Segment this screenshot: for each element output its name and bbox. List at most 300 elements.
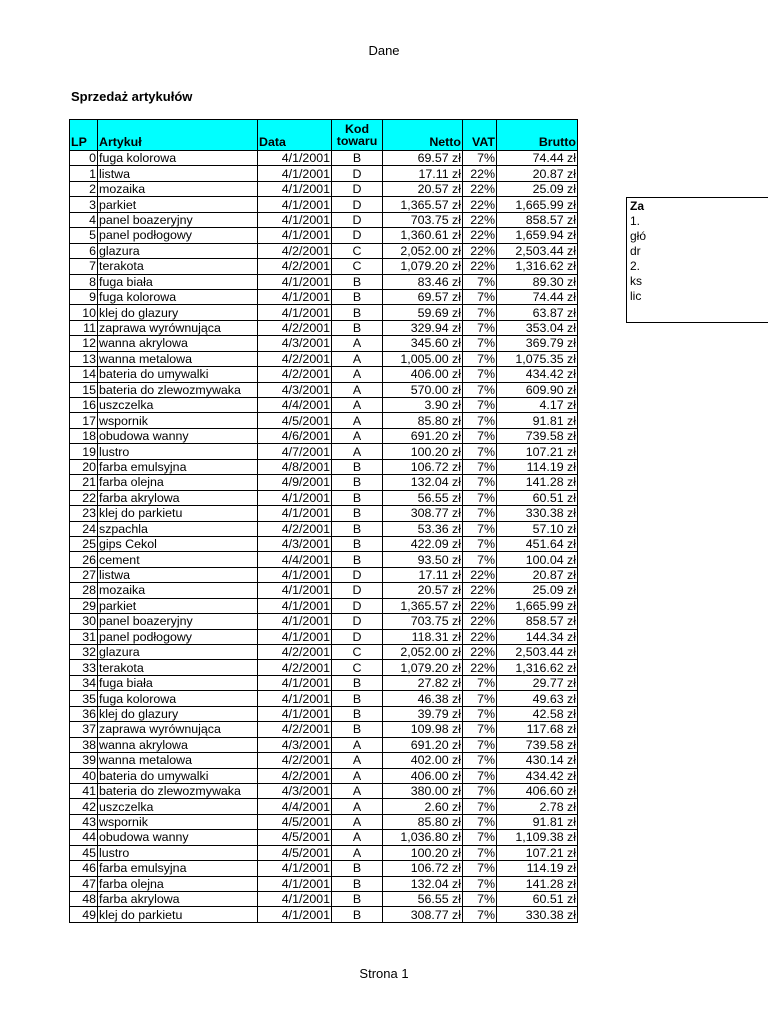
cell-lp[interactable]: 25 bbox=[70, 536, 98, 551]
cell-article[interactable]: uszczelka bbox=[98, 398, 258, 413]
cell-article[interactable]: klej do glazury bbox=[98, 706, 258, 721]
cell-article[interactable]: fuga kolorowa bbox=[98, 289, 258, 304]
cell-lp[interactable]: 38 bbox=[70, 737, 98, 752]
cell-vat[interactable]: 7% bbox=[463, 351, 497, 366]
cell-lp[interactable]: 37 bbox=[70, 722, 98, 737]
cell-article[interactable]: farba olejna bbox=[98, 475, 258, 490]
cell-code[interactable]: D bbox=[332, 228, 383, 243]
cell-gross[interactable]: 114.19 zł bbox=[497, 861, 578, 876]
cell-code[interactable]: B bbox=[332, 722, 383, 737]
cell-net[interactable]: 2.60 zł bbox=[383, 799, 463, 814]
cell-gross[interactable]: 739.58 zł bbox=[497, 737, 578, 752]
cell-article[interactable]: glazura bbox=[98, 243, 258, 258]
cell-article[interactable]: parkiet bbox=[98, 197, 258, 212]
cell-net[interactable]: 703.75 zł bbox=[383, 614, 463, 629]
cell-net[interactable]: 1,360.61 zł bbox=[383, 228, 463, 243]
cell-code[interactable]: C bbox=[332, 645, 383, 660]
cell-lp[interactable]: 23 bbox=[70, 506, 98, 521]
cell-date[interactable]: 4/4/2001 bbox=[258, 799, 332, 814]
cell-lp[interactable]: 43 bbox=[70, 814, 98, 829]
cell-code[interactable]: A bbox=[332, 799, 383, 814]
cell-vat[interactable]: 7% bbox=[463, 398, 497, 413]
cell-net[interactable]: 85.80 zł bbox=[383, 413, 463, 428]
cell-gross[interactable]: 434.42 zł bbox=[497, 768, 578, 783]
cell-date[interactable]: 4/3/2001 bbox=[258, 783, 332, 798]
cell-code[interactable]: A bbox=[332, 413, 383, 428]
cell-vat[interactable]: 7% bbox=[463, 907, 497, 922]
cell-net[interactable]: 1,005.00 zł bbox=[383, 351, 463, 366]
cell-date[interactable]: 4/2/2001 bbox=[258, 259, 332, 274]
cell-lp[interactable]: 45 bbox=[70, 845, 98, 860]
cell-code[interactable]: B bbox=[332, 289, 383, 304]
cell-date[interactable]: 4/2/2001 bbox=[258, 320, 332, 335]
cell-gross[interactable]: 858.57 zł bbox=[497, 614, 578, 629]
column-header-lp[interactable]: LP bbox=[70, 120, 98, 151]
cell-lp[interactable]: 24 bbox=[70, 521, 98, 536]
column-header-net[interactable]: Netto bbox=[383, 120, 463, 151]
cell-vat[interactable]: 22% bbox=[463, 598, 497, 613]
cell-net[interactable]: 100.20 zł bbox=[383, 444, 463, 459]
cell-lp[interactable]: 28 bbox=[70, 583, 98, 598]
cell-gross[interactable]: 20.87 zł bbox=[497, 567, 578, 582]
cell-date[interactable]: 4/1/2001 bbox=[258, 166, 332, 181]
column-header-article[interactable]: Artykuł bbox=[98, 120, 258, 151]
cell-net[interactable]: 406.00 zł bbox=[383, 768, 463, 783]
cell-article[interactable]: farba akrylowa bbox=[98, 490, 258, 505]
cell-gross[interactable]: 57.10 zł bbox=[497, 521, 578, 536]
cell-article[interactable]: bateria do zlewozmywaka bbox=[98, 382, 258, 397]
cell-code[interactable]: B bbox=[332, 876, 383, 891]
cell-gross[interactable]: 91.81 zł bbox=[497, 413, 578, 428]
cell-date[interactable]: 4/1/2001 bbox=[258, 305, 332, 320]
cell-date[interactable]: 4/1/2001 bbox=[258, 861, 332, 876]
cell-lp[interactable]: 0 bbox=[70, 151, 98, 166]
cell-net[interactable]: 132.04 zł bbox=[383, 475, 463, 490]
cell-gross[interactable]: 25.09 zł bbox=[497, 583, 578, 598]
cell-net[interactable]: 345.60 zł bbox=[383, 336, 463, 351]
cell-net[interactable]: 59.69 zł bbox=[383, 305, 463, 320]
cell-net[interactable]: 2,052.00 zł bbox=[383, 645, 463, 660]
cell-code[interactable]: B bbox=[332, 459, 383, 474]
cell-lp[interactable]: 20 bbox=[70, 459, 98, 474]
cell-vat[interactable]: 7% bbox=[463, 706, 497, 721]
cell-vat[interactable]: 7% bbox=[463, 892, 497, 907]
cell-code[interactable]: B bbox=[332, 675, 383, 690]
cell-net[interactable]: 402.00 zł bbox=[383, 753, 463, 768]
cell-lp[interactable]: 18 bbox=[70, 428, 98, 443]
cell-code[interactable]: D bbox=[332, 614, 383, 629]
cell-gross[interactable]: 49.63 zł bbox=[497, 691, 578, 706]
cell-date[interactable]: 4/1/2001 bbox=[258, 151, 332, 166]
cell-article[interactable]: wspornik bbox=[98, 413, 258, 428]
cell-gross[interactable]: 1,316.62 zł bbox=[497, 660, 578, 675]
cell-date[interactable]: 4/2/2001 bbox=[258, 753, 332, 768]
cell-code[interactable]: A bbox=[332, 737, 383, 752]
column-header-code[interactable] bbox=[332, 120, 383, 151]
cell-code[interactable]: B bbox=[332, 475, 383, 490]
cell-vat[interactable]: 7% bbox=[463, 737, 497, 752]
cell-gross[interactable]: 2.78 zł bbox=[497, 799, 578, 814]
cell-article[interactable]: farba olejna bbox=[98, 876, 258, 891]
cell-gross[interactable]: 4.17 zł bbox=[497, 398, 578, 413]
cell-gross[interactable]: 406.60 zł bbox=[497, 783, 578, 798]
cell-vat[interactable]: 7% bbox=[463, 814, 497, 829]
cell-lp[interactable]: 21 bbox=[70, 475, 98, 490]
cell-lp[interactable]: 47 bbox=[70, 876, 98, 891]
cell-lp[interactable]: 4 bbox=[70, 212, 98, 227]
cell-vat[interactable]: 22% bbox=[463, 645, 497, 660]
cell-date[interactable]: 4/1/2001 bbox=[258, 907, 332, 922]
cell-net[interactable]: 39.79 zł bbox=[383, 706, 463, 721]
cell-gross[interactable]: 74.44 zł bbox=[497, 151, 578, 166]
cell-gross[interactable]: 1,665.99 zł bbox=[497, 598, 578, 613]
cell-net[interactable]: 3.90 zł bbox=[383, 398, 463, 413]
cell-lp[interactable]: 40 bbox=[70, 768, 98, 783]
cell-date[interactable]: 4/2/2001 bbox=[258, 768, 332, 783]
cell-gross[interactable]: 1,316.62 zł bbox=[497, 259, 578, 274]
cell-net[interactable]: 1,079.20 zł bbox=[383, 259, 463, 274]
cell-vat[interactable]: 7% bbox=[463, 521, 497, 536]
cell-code[interactable]: A bbox=[332, 768, 383, 783]
cell-lp[interactable]: 7 bbox=[70, 259, 98, 274]
cell-vat[interactable]: 22% bbox=[463, 629, 497, 644]
cell-date[interactable]: 4/3/2001 bbox=[258, 382, 332, 397]
cell-net[interactable]: 691.20 zł bbox=[383, 428, 463, 443]
cell-vat[interactable]: 7% bbox=[463, 444, 497, 459]
cell-date[interactable]: 4/1/2001 bbox=[258, 567, 332, 582]
cell-article[interactable]: zaprawa wyrównująca bbox=[98, 722, 258, 737]
cell-article[interactable]: obudowa wanny bbox=[98, 428, 258, 443]
cell-code[interactable]: A bbox=[332, 830, 383, 845]
cell-lp[interactable]: 1 bbox=[70, 166, 98, 181]
cell-article[interactable]: klej do parkietu bbox=[98, 907, 258, 922]
cell-date[interactable]: 4/1/2001 bbox=[258, 212, 332, 227]
cell-vat[interactable]: 7% bbox=[463, 799, 497, 814]
cell-vat[interactable]: 7% bbox=[463, 536, 497, 551]
cell-code[interactable]: C bbox=[332, 259, 383, 274]
cell-date[interactable]: 4/2/2001 bbox=[258, 521, 332, 536]
cell-article[interactable]: panel podłogowy bbox=[98, 228, 258, 243]
cell-vat[interactable]: 7% bbox=[463, 274, 497, 289]
cell-vat[interactable]: 7% bbox=[463, 783, 497, 798]
cell-article[interactable]: mozaika bbox=[98, 583, 258, 598]
cell-date[interactable]: 4/2/2001 bbox=[258, 243, 332, 258]
cell-date[interactable]: 4/6/2001 bbox=[258, 428, 332, 443]
cell-gross[interactable]: 89.30 zł bbox=[497, 274, 578, 289]
cell-vat[interactable]: 7% bbox=[463, 691, 497, 706]
cell-gross[interactable]: 144.34 zł bbox=[497, 629, 578, 644]
cell-code[interactable]: B bbox=[332, 490, 383, 505]
cell-gross[interactable]: 100.04 zł bbox=[497, 552, 578, 567]
cell-code[interactable]: B bbox=[332, 907, 383, 922]
cell-net[interactable]: 100.20 zł bbox=[383, 845, 463, 860]
cell-gross[interactable]: 451.64 zł bbox=[497, 536, 578, 551]
cell-net[interactable]: 118.31 zł bbox=[383, 629, 463, 644]
cell-article[interactable]: szpachla bbox=[98, 521, 258, 536]
cell-article[interactable]: wanna akrylowa bbox=[98, 737, 258, 752]
cell-gross[interactable]: 369.79 zł bbox=[497, 336, 578, 351]
cell-date[interactable]: 4/2/2001 bbox=[258, 722, 332, 737]
cell-gross[interactable]: 91.81 zł bbox=[497, 814, 578, 829]
cell-gross[interactable]: 107.21 zł bbox=[497, 444, 578, 459]
cell-gross[interactable]: 858.57 zł bbox=[497, 212, 578, 227]
cell-gross[interactable]: 330.38 zł bbox=[497, 907, 578, 922]
cell-code[interactable]: B bbox=[332, 305, 383, 320]
cell-gross[interactable]: 353.04 zł bbox=[497, 320, 578, 335]
cell-lp[interactable]: 32 bbox=[70, 645, 98, 660]
cell-article[interactable]: bateria do zlewozmywaka bbox=[98, 783, 258, 798]
cell-code[interactable]: B bbox=[332, 892, 383, 907]
cell-lp[interactable]: 31 bbox=[70, 629, 98, 644]
cell-net[interactable]: 691.20 zł bbox=[383, 737, 463, 752]
cell-code[interactable]: B bbox=[332, 151, 383, 166]
cell-article[interactable]: listwa bbox=[98, 567, 258, 582]
cell-vat[interactable]: 7% bbox=[463, 459, 497, 474]
cell-net[interactable]: 83.46 zł bbox=[383, 274, 463, 289]
cell-gross[interactable]: 141.28 zł bbox=[497, 876, 578, 891]
cell-gross[interactable]: 20.87 zł bbox=[497, 166, 578, 181]
cell-net[interactable]: 17.11 zł bbox=[383, 166, 463, 181]
cell-net[interactable]: 2,052.00 zł bbox=[383, 243, 463, 258]
cell-code[interactable]: D bbox=[332, 567, 383, 582]
cell-code[interactable]: C bbox=[332, 243, 383, 258]
cell-net[interactable]: 703.75 zł bbox=[383, 212, 463, 227]
cell-date[interactable]: 4/2/2001 bbox=[258, 351, 332, 366]
cell-code[interactable]: A bbox=[332, 398, 383, 413]
cell-date[interactable]: 4/1/2001 bbox=[258, 876, 332, 891]
cell-gross[interactable]: 609.90 zł bbox=[497, 382, 578, 397]
cell-vat[interactable]: 22% bbox=[463, 567, 497, 582]
cell-vat[interactable]: 7% bbox=[463, 305, 497, 320]
cell-date[interactable]: 4/5/2001 bbox=[258, 845, 332, 860]
cell-net[interactable]: 56.55 zł bbox=[383, 490, 463, 505]
cell-net[interactable]: 1,079.20 zł bbox=[383, 660, 463, 675]
cell-lp[interactable]: 10 bbox=[70, 305, 98, 320]
column-header-gross[interactable]: Brutto bbox=[497, 120, 578, 151]
cell-lp[interactable]: 27 bbox=[70, 567, 98, 582]
cell-code[interactable]: C bbox=[332, 660, 383, 675]
cell-article[interactable]: fuga kolorowa bbox=[98, 151, 258, 166]
cell-net[interactable]: 106.72 zł bbox=[383, 459, 463, 474]
cell-code[interactable]: D bbox=[332, 181, 383, 196]
cell-date[interactable]: 4/2/2001 bbox=[258, 367, 332, 382]
cell-net[interactable]: 380.00 zł bbox=[383, 783, 463, 798]
cell-article[interactable]: farba emulsyjna bbox=[98, 861, 258, 876]
cell-net[interactable]: 308.77 zł bbox=[383, 907, 463, 922]
cell-article[interactable]: wanna metalowa bbox=[98, 351, 258, 366]
cell-code[interactable]: D bbox=[332, 197, 383, 212]
cell-vat[interactable]: 22% bbox=[463, 197, 497, 212]
cell-article[interactable]: farba emulsyjna bbox=[98, 459, 258, 474]
cell-net[interactable]: 93.50 zł bbox=[383, 552, 463, 567]
cell-net[interactable]: 109.98 zł bbox=[383, 722, 463, 737]
cell-article[interactable]: zaprawa wyrównująca bbox=[98, 320, 258, 335]
cell-code[interactable]: B bbox=[332, 691, 383, 706]
column-header-date[interactable]: Data bbox=[258, 120, 332, 151]
cell-vat[interactable]: 22% bbox=[463, 614, 497, 629]
cell-lp[interactable]: 44 bbox=[70, 830, 98, 845]
cell-net[interactable]: 106.72 zł bbox=[383, 861, 463, 876]
cell-article[interactable]: bateria do umywalki bbox=[98, 367, 258, 382]
cell-lp[interactable]: 41 bbox=[70, 783, 98, 798]
cell-net[interactable]: 329.94 zł bbox=[383, 320, 463, 335]
cell-code[interactable]: D bbox=[332, 583, 383, 598]
cell-article[interactable]: parkiet bbox=[98, 598, 258, 613]
cell-article[interactable]: lustro bbox=[98, 845, 258, 860]
cell-date[interactable]: 4/4/2001 bbox=[258, 398, 332, 413]
cell-code[interactable]: D bbox=[332, 166, 383, 181]
cell-vat[interactable]: 22% bbox=[463, 212, 497, 227]
cell-vat[interactable]: 7% bbox=[463, 336, 497, 351]
cell-gross[interactable]: 60.51 zł bbox=[497, 892, 578, 907]
cell-vat[interactable]: 7% bbox=[463, 428, 497, 443]
cell-gross[interactable]: 25.09 zł bbox=[497, 181, 578, 196]
cell-code[interactable]: B bbox=[332, 706, 383, 721]
cell-date[interactable]: 4/3/2001 bbox=[258, 336, 332, 351]
cell-date[interactable]: 4/1/2001 bbox=[258, 706, 332, 721]
cell-code[interactable]: A bbox=[332, 845, 383, 860]
cell-lp[interactable]: 34 bbox=[70, 675, 98, 690]
cell-gross[interactable]: 2,503.44 zł bbox=[497, 243, 578, 258]
cell-vat[interactable]: 7% bbox=[463, 876, 497, 891]
cell-article[interactable]: uszczelka bbox=[98, 799, 258, 814]
cell-net[interactable]: 56.55 zł bbox=[383, 892, 463, 907]
cell-vat[interactable]: 7% bbox=[463, 367, 497, 382]
cell-vat[interactable]: 7% bbox=[463, 151, 497, 166]
cell-article[interactable]: panel boazeryjny bbox=[98, 212, 258, 227]
cell-code[interactable]: D bbox=[332, 212, 383, 227]
cell-net[interactable]: 570.00 zł bbox=[383, 382, 463, 397]
cell-date[interactable]: 4/1/2001 bbox=[258, 490, 332, 505]
cell-gross[interactable]: 1,659.94 zł bbox=[497, 228, 578, 243]
cell-gross[interactable]: 107.21 zł bbox=[497, 845, 578, 860]
cell-net[interactable]: 406.00 zł bbox=[383, 367, 463, 382]
cell-lp[interactable]: 39 bbox=[70, 753, 98, 768]
cell-lp[interactable]: 36 bbox=[70, 706, 98, 721]
cell-code[interactable]: B bbox=[332, 274, 383, 289]
cell-article[interactable]: panel podłogowy bbox=[98, 629, 258, 644]
cell-vat[interactable]: 22% bbox=[463, 181, 497, 196]
cell-net[interactable]: 20.57 zł bbox=[383, 181, 463, 196]
cell-vat[interactable]: 7% bbox=[463, 320, 497, 335]
cell-date[interactable]: 4/9/2001 bbox=[258, 475, 332, 490]
cell-code[interactable]: B bbox=[332, 320, 383, 335]
cell-article[interactable]: fuga biała bbox=[98, 274, 258, 289]
cell-vat[interactable]: 7% bbox=[463, 490, 497, 505]
cell-code[interactable]: D bbox=[332, 598, 383, 613]
cell-lp[interactable]: 46 bbox=[70, 861, 98, 876]
cell-code[interactable]: A bbox=[332, 753, 383, 768]
cell-article[interactable]: klej do parkietu bbox=[98, 506, 258, 521]
cell-lp[interactable]: 2 bbox=[70, 181, 98, 196]
cell-net[interactable]: 1,365.57 zł bbox=[383, 598, 463, 613]
cell-code[interactable]: A bbox=[332, 367, 383, 382]
cell-vat[interactable]: 7% bbox=[463, 861, 497, 876]
cell-net[interactable]: 1,365.57 zł bbox=[383, 197, 463, 212]
cell-article[interactable]: terakota bbox=[98, 259, 258, 274]
cell-code[interactable]: A bbox=[332, 814, 383, 829]
cell-vat[interactable]: 22% bbox=[463, 243, 497, 258]
cell-gross[interactable]: 63.87 zł bbox=[497, 305, 578, 320]
cell-code[interactable]: B bbox=[332, 536, 383, 551]
cell-gross[interactable]: 60.51 zł bbox=[497, 490, 578, 505]
cell-vat[interactable]: 22% bbox=[463, 228, 497, 243]
cell-net[interactable]: 53.36 zł bbox=[383, 521, 463, 536]
cell-article[interactable]: lustro bbox=[98, 444, 258, 459]
cell-gross[interactable]: 739.58 zł bbox=[497, 428, 578, 443]
cell-vat[interactable]: 7% bbox=[463, 768, 497, 783]
cell-vat[interactable]: 7% bbox=[463, 289, 497, 304]
cell-lp[interactable]: 9 bbox=[70, 289, 98, 304]
cell-code[interactable]: B bbox=[332, 861, 383, 876]
cell-lp[interactable]: 19 bbox=[70, 444, 98, 459]
cell-date[interactable]: 4/5/2001 bbox=[258, 830, 332, 845]
cell-article[interactable]: listwa bbox=[98, 166, 258, 181]
cell-lp[interactable]: 22 bbox=[70, 490, 98, 505]
cell-code[interactable]: A bbox=[332, 336, 383, 351]
cell-article[interactable]: mozaika bbox=[98, 181, 258, 196]
cell-net[interactable]: 17.11 zł bbox=[383, 567, 463, 582]
cell-lp[interactable]: 11 bbox=[70, 320, 98, 335]
cell-lp[interactable]: 49 bbox=[70, 907, 98, 922]
cell-lp[interactable]: 16 bbox=[70, 398, 98, 413]
cell-code[interactable]: B bbox=[332, 552, 383, 567]
cell-date[interactable]: 4/2/2001 bbox=[258, 645, 332, 660]
cell-vat[interactable]: 7% bbox=[463, 845, 497, 860]
cell-net[interactable]: 308.77 zł bbox=[383, 506, 463, 521]
cell-date[interactable]: 4/5/2001 bbox=[258, 814, 332, 829]
cell-article[interactable]: terakota bbox=[98, 660, 258, 675]
cell-vat[interactable]: 22% bbox=[463, 660, 497, 675]
cell-date[interactable]: 4/1/2001 bbox=[258, 289, 332, 304]
cell-lp[interactable]: 33 bbox=[70, 660, 98, 675]
cell-vat[interactable]: 7% bbox=[463, 722, 497, 737]
cell-date[interactable]: 4/2/2001 bbox=[258, 660, 332, 675]
cell-date[interactable]: 4/1/2001 bbox=[258, 197, 332, 212]
cell-lp[interactable]: 48 bbox=[70, 892, 98, 907]
cell-date[interactable]: 4/1/2001 bbox=[258, 181, 332, 196]
cell-code[interactable]: D bbox=[332, 629, 383, 644]
cell-gross[interactable]: 42.58 zł bbox=[497, 706, 578, 721]
cell-article[interactable]: obudowa wanny bbox=[98, 830, 258, 845]
cell-gross[interactable]: 141.28 zł bbox=[497, 475, 578, 490]
cell-lp[interactable]: 17 bbox=[70, 413, 98, 428]
cell-net[interactable]: 69.57 zł bbox=[383, 151, 463, 166]
cell-gross[interactable]: 330.38 zł bbox=[497, 506, 578, 521]
cell-vat[interactable]: 7% bbox=[463, 413, 497, 428]
column-header-vat[interactable]: VAT bbox=[463, 120, 497, 151]
cell-lp[interactable]: 35 bbox=[70, 691, 98, 706]
cell-vat[interactable]: 22% bbox=[463, 259, 497, 274]
cell-gross[interactable]: 114.19 zł bbox=[497, 459, 578, 474]
cell-code[interactable]: A bbox=[332, 783, 383, 798]
cell-gross[interactable]: 2,503.44 zł bbox=[497, 645, 578, 660]
cell-gross[interactable]: 1,665.99 zł bbox=[497, 197, 578, 212]
cell-date[interactable]: 4/1/2001 bbox=[258, 598, 332, 613]
cell-net[interactable]: 132.04 zł bbox=[383, 876, 463, 891]
cell-article[interactable]: bateria do umywalki bbox=[98, 768, 258, 783]
cell-vat[interactable]: 22% bbox=[463, 583, 497, 598]
cell-article[interactable]: klej do glazury bbox=[98, 305, 258, 320]
cell-vat[interactable]: 7% bbox=[463, 753, 497, 768]
cell-article[interactable]: wanna metalowa bbox=[98, 753, 258, 768]
cell-article[interactable]: wspornik bbox=[98, 814, 258, 829]
cell-net[interactable]: 69.57 zł bbox=[383, 289, 463, 304]
cell-date[interactable]: 4/8/2001 bbox=[258, 459, 332, 474]
cell-article[interactable]: glazura bbox=[98, 645, 258, 660]
cell-date[interactable]: 4/1/2001 bbox=[258, 892, 332, 907]
cell-gross[interactable]: 430.14 zł bbox=[497, 753, 578, 768]
